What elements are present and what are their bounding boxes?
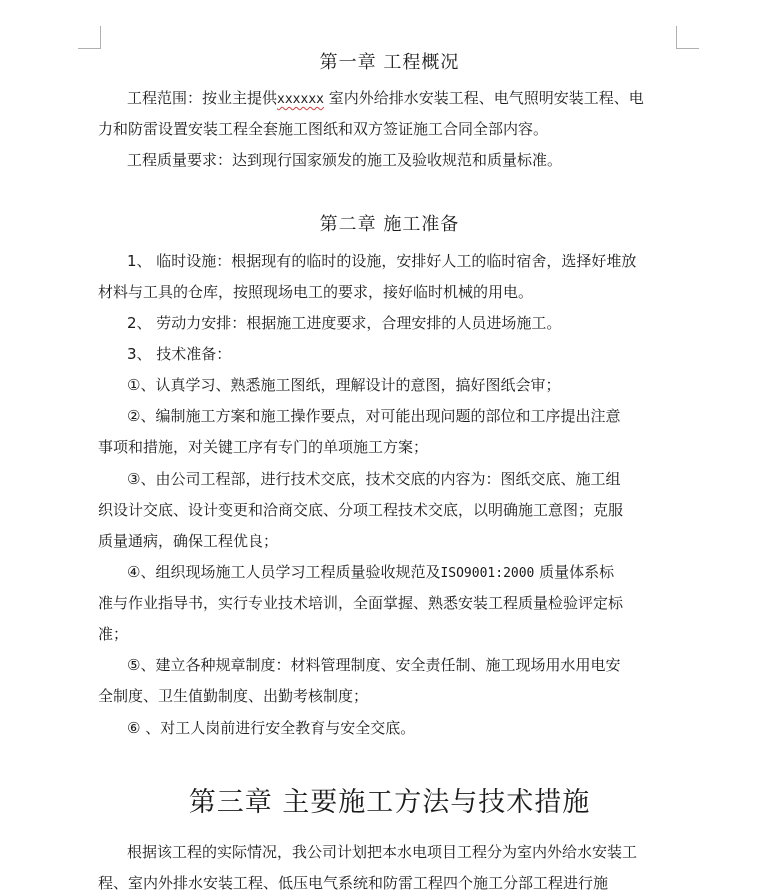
subitem-3-line-3: 质量通病，确保工程优良；	[98, 532, 279, 550]
item-2-line: 2、 劳动力安排：根据施工进度要求，合理安排的人员进场施工。	[127, 314, 562, 332]
subitem-4-line-2: 准与作业指导书，实行专业技术培训，全面掌握、熟悉安装工程质量检验评定标	[98, 594, 624, 612]
chapter-3-para-line-2: 程、室内外排水安装工程、低压电气系统和防雷工程四个施工分部工程进行施	[98, 874, 609, 892]
subitem-5-line-2: 全制度、卫生值勤制度、出勤考核制度；	[98, 687, 369, 705]
item-1-line-1: 1、 临时设施：根据现有的临时的设施，安排好人工的临时宿舍，选择好堆放	[127, 252, 637, 270]
scope-placeholder: xxxxxx	[277, 92, 324, 107]
quality-line: 工程质量要求：达到现行国家颁发的施工及验收规范和质量标准。	[127, 151, 563, 169]
subitem-5-line-1: ⑤、建立各种规章制度：材料管理制度、安全责任制、施工现场用水用电安	[127, 656, 621, 674]
chapter-1-heading: 第一章 工程概况	[319, 52, 460, 73]
item-3-line: 3、 技术准备：	[127, 345, 232, 363]
crop-mark-top-left	[78, 26, 101, 49]
subitem-6-line: ⑥ 、对工人岗前进行安全教育与安全交底。	[127, 719, 416, 737]
subitem-1-line: ①、认真学习、熟悉施工图纸，理解设计的意图，搞好图纸会审；	[127, 376, 561, 394]
chapter-3-heading: 第三章 主要施工方法与技术措施	[188, 787, 591, 818]
subitem-2-line-1: ②、编制施工方案和施工操作要点，对可能出现问题的部位和工序提出注意	[127, 407, 621, 425]
subitem-3-line-2: 织设计交底、设计变更和洽商交底、分项工程技术交底，以明确施工意图；克服	[98, 501, 624, 519]
scope-line-1	[127, 88, 644, 110]
subitem-4-text-tail: 质量体系标	[534, 563, 615, 581]
chapter-3-para-line-1: 根据该工程的实际情况，我公司计划把本水电项目工程分为室内外给水安装工	[127, 843, 638, 861]
scope-label: 工程范围：按业主提供	[127, 89, 278, 107]
chapter-2-heading: 第二章 施工准备	[319, 214, 460, 235]
scope-line-2: 力和防雷设置安装工程全套施工图纸和双方签证施工合同全部内容。	[98, 120, 549, 138]
subitem-4-text: ④、组织现场施工人员学习工程质量验收规范及	[127, 563, 441, 581]
subitem-4-line-3: 准；	[98, 625, 129, 643]
iso-standard: ISO9001:2000	[440, 566, 535, 581]
item-1-line-2: 材料与工具的仓库，按照现场电工的要求，接好临时机械的用电。	[98, 283, 534, 301]
subitem-3-line-1: ③、由公司工程部，进行技术交底，技术交底的内容为：图纸交底、施工组	[127, 470, 621, 488]
subitem-4-line-1	[127, 562, 614, 584]
scope-text: 室内外给排水安装工程、电气照明安装工程、电	[323, 89, 644, 107]
subitem-2-line-2: 事项和措施，对关键工序有专门的单项施工方案；	[98, 438, 429, 456]
crop-mark-top-right	[676, 26, 699, 49]
